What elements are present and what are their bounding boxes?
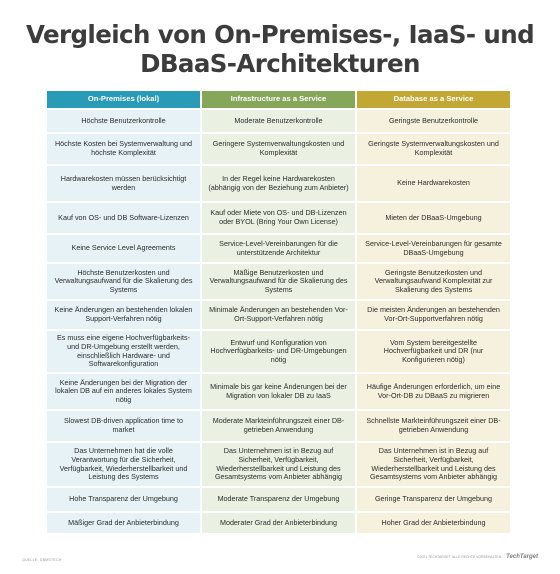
column-header-onpremises: On-Premises (lokal)	[47, 91, 202, 110]
table-cell-iaas: Moderater Grad der Anbieterbindung	[202, 513, 357, 535]
table-cell-dbaas: Geringe Transparenz der Umgebung	[357, 488, 512, 513]
column-header-iaas: Infrastructure as a Service	[202, 91, 357, 110]
title-line-1: Vergleich von On-Premises-, IaaS- und	[25, 20, 535, 49]
table-cell-onpremises: Kauf von OS- und DB Software-Lizenzen	[47, 203, 202, 235]
table-cell-onpremises: Höchste Benutzerkontrolle	[47, 110, 202, 134]
table-cell-onpremises: Hardwarekosten müssen berücksichtigt werden	[47, 166, 202, 203]
table-cell-iaas: Entwurf und Konfiguration von Hochverfügbarkeits- und DR-Umgebungen nötig	[202, 331, 357, 374]
table-cell-dbaas: Häufige Änderungen erforderlich, um eine Vor-Ort-DB zu DBaaS zu migrieren	[357, 374, 512, 411]
table-cell-iaas: Geringere Systemverwaltungskosten und Komplexität	[202, 134, 357, 166]
table-cell-iaas: In der Regel keine Hardwarekosten (abhängig von der Beziehung zum Anbieter)	[202, 166, 357, 203]
table-cell-onpremises: Keine Service Level Agreements	[47, 235, 202, 264]
table-cell-dbaas: Geringste Benutzerkontrolle	[357, 110, 512, 134]
table-cell-onpremises: Hohe Transparenz der Umgebung	[47, 488, 202, 513]
column-header-dbaas: Database as a Service	[357, 91, 512, 110]
table-cell-iaas: Minimale bis gar keine Änderungen bei der Migration von lokaler DB zu IaaS	[202, 374, 357, 411]
title-line-2: DBaaS-Architekturen	[140, 49, 420, 78]
page-title	[0, 20, 560, 78]
table-cell-dbaas: Das Unternehmen ist in Bezug auf Sicherheit, Verfügbarkeit, Wiederherstellbarkeit und Leistung des Gesamtsystems vom Anbieter abhängig	[357, 443, 512, 488]
table-cell-onpremises: Höchste Benutzerkosten und Verwaltungsaufwand für die Skalierung des Systems	[47, 264, 202, 301]
table-cell-iaas: Minimale Änderungen an bestehenden Vor-Ort-Support-Verfahren nötig	[202, 301, 357, 331]
table-cell-iaas: Moderate Benutzerkontrolle	[202, 110, 357, 134]
techtarget-logo: TechTarget	[506, 554, 538, 560]
table-cell-dbaas: Mieten der DBaaS-Umgebung	[357, 203, 512, 235]
copyright-text: ©2021 TECHTARGET. ALLE RECHTE VORBEHALTEN.	[417, 555, 503, 559]
table-cell-onpremises: Das Unternehmen hat die volle Verantwortung für die Sicherheit, Verfügbarkeit, Wiederherstellbarkeit und Leistung des Systems	[47, 443, 202, 488]
table-cell-dbaas: Geringste Benutzerkosten und Verwaltungsaufwand Komplexität zur Skalierung des Systems	[357, 264, 512, 301]
table-cell-iaas: Mäßige Benutzerkosten und Verwaltungsaufwand für die Skalierung des Systems	[202, 264, 357, 301]
table-cell-dbaas: Hoher Grad der Anbieterbindung	[357, 513, 512, 535]
table-cell-onpremises: Keine Änderungen bei der Migration der lokalen DB auf ein anderes lokales System nötig	[47, 374, 202, 411]
table-cell-iaas: Kauf oder Miete von OS- und DB-Lizenzen oder BYOL (Bring Your Own License)	[202, 203, 357, 235]
table-cell-iaas: Service-Level-Vereinbarungen für die unterstützende Architektur	[202, 235, 357, 264]
table-cell-iaas: Moderate Markteinführungszeit einer DB-getrieben Anwendung	[202, 411, 357, 443]
table-cell-dbaas: Service-Level-Vereinbarungen für gesamte DBaaS-Umgebung	[357, 235, 512, 264]
table-cell-iaas: Das Unternehmen ist in Bezug auf Sicherheit, Verfügbarkeit, Wiederherstellbarkeit und Leistung des Gesamtsystems vom Anbieter abhängig	[202, 443, 357, 488]
table-cell-dbaas: Die meisten Änderungen an bestehenden Vor-Ort-Supportverfahren nötig	[357, 301, 512, 331]
table-cell-dbaas: Schnellste Markteinführungszeit einer DB-getrieben Anwendung	[357, 411, 512, 443]
table-cell-onpremises: Höchste Kosten bei Systemverwaltung und höchste Komplexität	[47, 134, 202, 166]
table-cell-onpremises: Slowest DB-driven application time to market	[47, 411, 202, 443]
table-cell-onpremises: Mäßiger Grad der Anbieterbindung	[47, 513, 202, 535]
table-cell-dbaas: Keine Hardwarekosten	[357, 166, 512, 203]
copyright-area	[417, 554, 538, 560]
table-cell-onpremises: Es muss eine eigene Hochverfügbarkeits- und DR-Umgebung erstellt werden, einschließlich Hardware- und Softwarekonfiguration	[47, 331, 202, 374]
source-note: QUELLE: DBMSTECH	[22, 558, 62, 562]
table-cell-onpremises: Keine Änderungen an bestehenden lokalen Support-Verfahren nötig	[47, 301, 202, 331]
comparison-table	[47, 91, 512, 535]
table-cell-dbaas: Vom System bereitgestellte Hochverfügbarkeit und DR (nur Konfigurieren nötig)	[357, 331, 512, 374]
table-cell-dbaas: Geringste Systemverwaltungskosten und Komplexität	[357, 134, 512, 166]
table-cell-iaas: Moderate Transparenz der Umgebung	[202, 488, 357, 513]
